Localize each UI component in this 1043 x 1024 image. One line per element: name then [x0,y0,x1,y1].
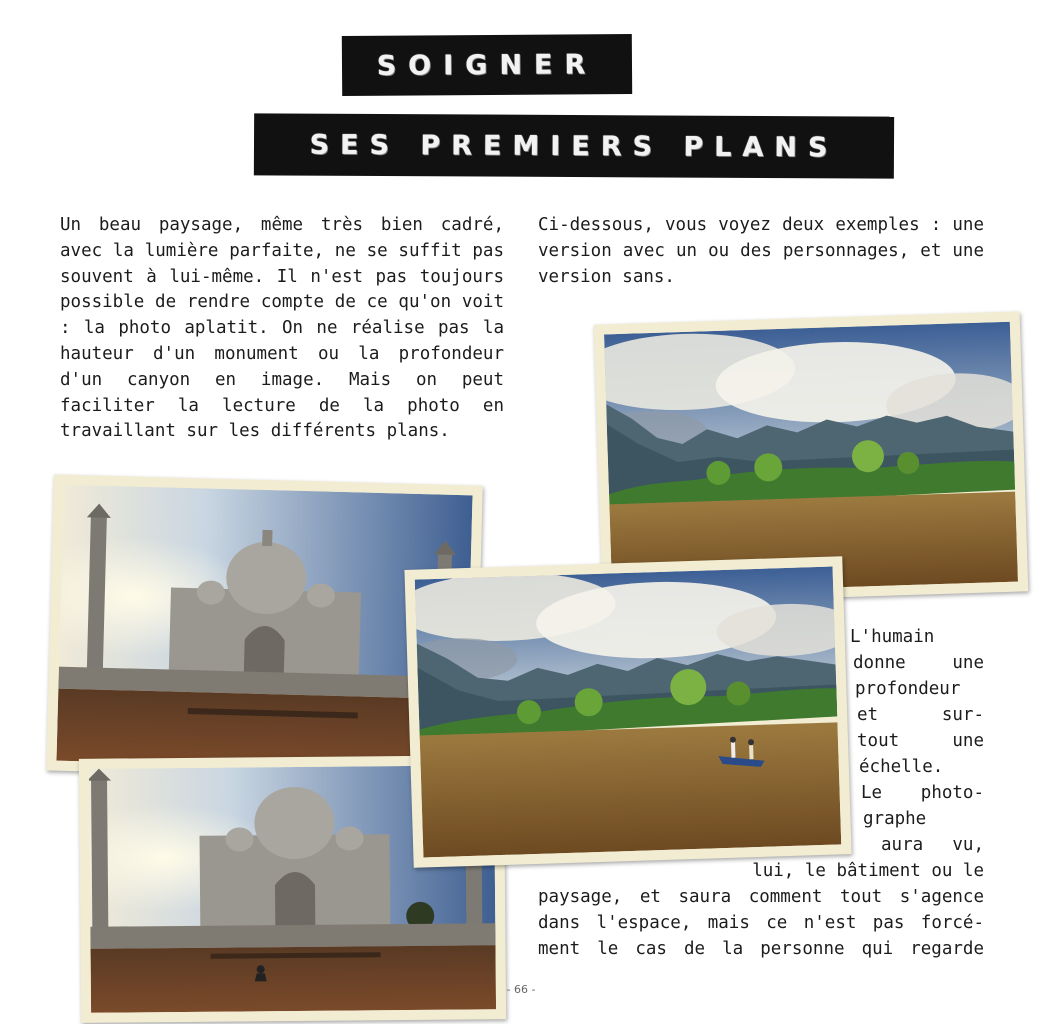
title-label-soigner: SOIGNER [342,34,632,96]
caption-line: graphe [863,809,927,829]
caption-line: lui, le bâtiment ou le [752,861,984,881]
caption-line: et sur- [857,705,984,725]
caption-line: profondeur [855,679,961,699]
river-landscape-image [604,322,1018,595]
caption-line: donne une [853,653,984,673]
caption-line: ment le cas de la personne qui regarde [538,939,984,959]
title-label-premiers-plans: SES PREMIERS PLANS [254,113,894,178]
caption-line: échelle. [859,757,944,777]
caption-line: aura vu, [881,835,984,855]
intro-paragraph-right [538,213,984,290]
intro-paragraph-left [60,213,504,445]
caption-line: paysage, et saura comment tout s'agence [538,887,984,907]
intro-right-text: Ci-dessous, vous voyez deux exemples : une version avec un ou des personnages, et une version sans. [538,215,984,287]
caption-line: dans l'espace, mais ce n'est pas forcé- [538,913,984,933]
caption-line: Le photo- [861,783,984,803]
intro-left-text: Un beau paysage, même très bien cadré, avec la lumière parfaite, ne se suffit pas souvent à lui-même. Il n'est pas toujours possible de rendre compte de ce qu'on voit : la photo aplatit. On ne réalise pas la hauteur d'un monument ou la profondeur d'un canyon en image. Mais on peut faciliter la lecture de la photo en travaillant sur les différents plans. [60,215,504,442]
caption-line: tout une [857,731,984,751]
caption-line: L'humain [850,627,935,647]
page-number: - 66 - [506,983,536,996]
photo-river-landscape-with-boat [404,556,851,868]
river-boat-image [415,567,842,858]
